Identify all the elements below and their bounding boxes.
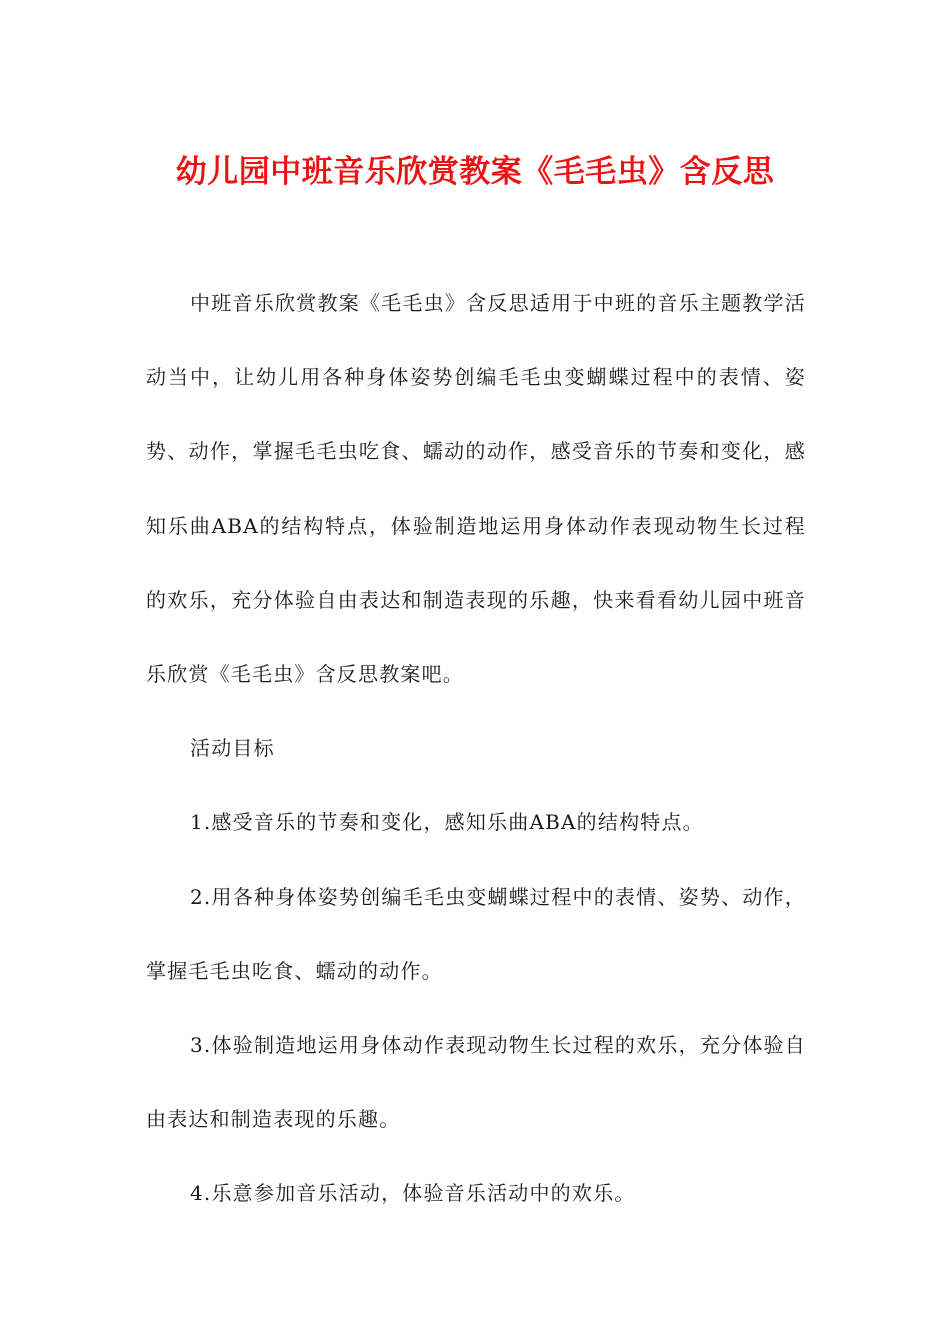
document-body	[146, 266, 806, 1231]
section-heading-objectives: 活动目标	[190, 736, 275, 761]
objective-item-2: 2.用各种身体姿势创编毛毛虫变蝴蝶过程中的表情、姿势、动作，掌握毛毛虫吃食、蠕动的动作。	[146, 884, 806, 983]
objective-item-1: 1.感受音乐的节奏和变化，感知乐曲ABA的结构特点。	[190, 810, 704, 835]
intro-paragraph: 中班音乐欣赏教案《毛毛虫》含反思适用于中班的音乐主题教学活动当中，让幼儿用各种身体姿势创编毛毛虫变蝴蝶过程中的表情、姿势、动作，掌握毛毛虫吃食、蠕动的动作，感受音乐的节奏和变化，感知乐曲ABA的结构特点，体验制造地运用身体动作表现动物生长过程的欢乐，充分体验自由表达和制造表现的乐趣，快来看看幼儿园中班音乐欣赏《毛毛虫》含反思教案吧。	[146, 291, 806, 687]
objective-item-3: 3.体验制造地运用身体动作表现动物生长过程的欢乐，充分体验自由表达和制造表现的乐趣。	[146, 1033, 806, 1132]
objective-item-4: 4.乐意参加音乐活动，体验音乐活动中的欢乐。	[190, 1181, 636, 1206]
document-title: 幼儿园中班音乐欣赏教案《毛毛虫》含反思	[175, 154, 775, 190]
